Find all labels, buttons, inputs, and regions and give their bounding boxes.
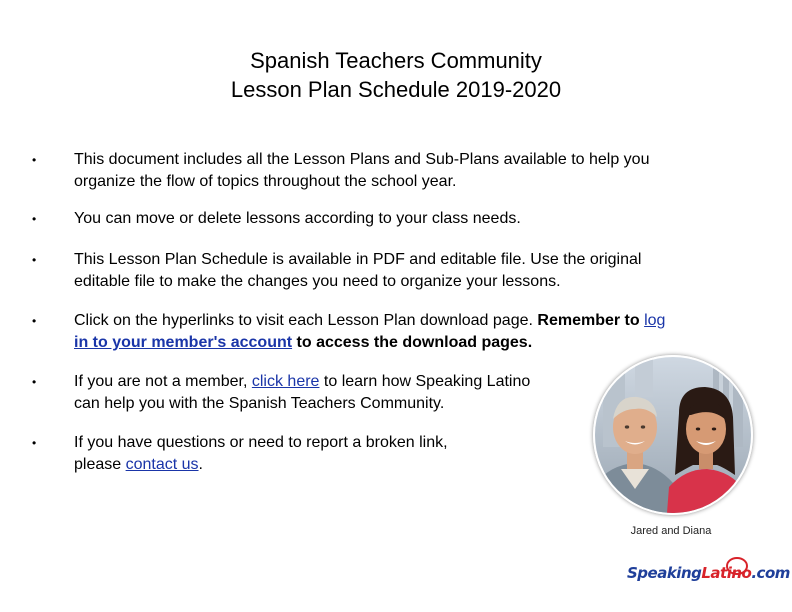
bullet-item-format [32,249,642,293]
logo-text-dotcom: .com [751,564,790,582]
title-line-1: Spanish Teachers Community [250,48,542,73]
bullet-item-move [32,208,521,230]
login-link-part-1[interactable]: log [644,312,666,329]
contact-us-link[interactable]: contact us [125,456,199,473]
bullet-text: You can move or delete lessons according to your class needs. [74,210,521,227]
bullet-dot: • [32,375,37,389]
bullet-text: to learn how Speaking Latino [319,373,531,390]
bullet-bold-text: to access the download pages. [292,334,533,351]
bullet-item-document [32,149,650,193]
bullet-item-contact [32,432,448,476]
click-here-link[interactable]: click here [251,373,320,390]
bullet-bold-text: Remember to [537,312,645,329]
bullet-dot: • [32,212,37,226]
photo-caption: Jared and Diana [630,525,712,537]
logo-text [627,564,790,582]
bullet-text: can help you with the Spanish Teachers Community. [74,395,445,412]
title-line-2: Lesson Plan Schedule 2019-2020 [230,77,562,102]
founders-photo [593,355,753,515]
bullet-text: Click on the hyperlinks to visit each Lesson Plan download page. [74,312,538,329]
bullet-text: This Lesson Plan Schedule is available in PDF and editable file. Use the original [74,251,642,268]
bullet-item-hyperlinks [32,310,666,354]
logo-text-speaking: Speaking [627,564,702,582]
logo-text-latino: Latino [701,564,752,582]
bullet-dot: • [32,153,37,167]
bullet-text: editable file to make the changes you need to organize your lessons. [74,273,561,290]
login-link-part-2[interactable]: in to your member's account [74,334,293,351]
bullet-text: organize the flow of topics throughout the school year. [74,173,457,190]
bullet-text: please [74,456,126,473]
bullet-dot: • [32,436,37,450]
bullet-text: If you are not a member, [74,373,252,390]
speaking-latino-logo[interactable] [627,558,790,588]
founders-photo-illustration [595,357,751,513]
bullet-item-member [32,371,531,415]
bullet-dot: • [32,253,37,267]
bullet-text: . [198,456,203,473]
bullet-text: If you have questions or need to report a broken link, [74,434,448,451]
bullet-text: This document includes all the Lesson Plans and Sub-Plans available to help you [74,151,650,168]
bullet-dot: • [32,314,37,328]
